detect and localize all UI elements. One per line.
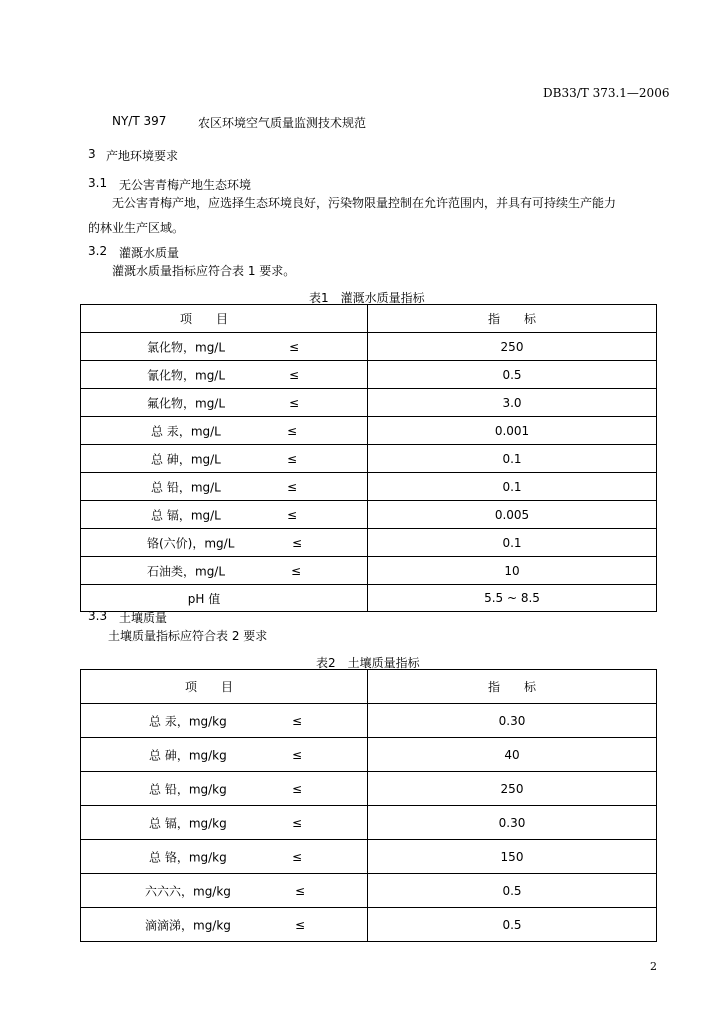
- table-row: [81, 874, 657, 908]
- table-row: [81, 529, 657, 557]
- row-item: 石油类，mg/L: [147, 564, 226, 578]
- section-3-2-paragraph: 灌溉水质量指标应符合表 1 要求。: [112, 264, 296, 278]
- section-3-2-number: 3.2: [88, 244, 108, 258]
- row-value: 0.001: [368, 417, 657, 445]
- le-sign: ≤: [292, 713, 303, 728]
- table-row: [81, 445, 657, 473]
- section-3-3-number: 3.3: [88, 609, 108, 623]
- row-value: 0.1: [368, 529, 657, 557]
- row-item: 氟化物，mg/L: [147, 396, 226, 410]
- document-code: DB33/T 373.1—2006: [543, 86, 670, 100]
- row-value: 150: [368, 840, 657, 874]
- row-item: 滴滴涕，mg/kg: [145, 918, 231, 932]
- row-item: 总 汞，mg/kg: [149, 714, 227, 728]
- table1-header-item: 项 目: [81, 305, 368, 333]
- section-3-3-paragraph: 土壤质量指标应符合表 2 要求: [108, 629, 268, 643]
- table2-caption: 表2 土壤质量指标: [316, 656, 420, 670]
- reference-code: NY/T 397: [112, 114, 167, 128]
- table-row: [81, 333, 657, 361]
- le-sign: ≤: [289, 395, 300, 410]
- section-3-1-number: 3.1: [88, 176, 108, 190]
- row-item: 氯化物，mg/L: [147, 340, 226, 354]
- le-sign: ≤: [291, 563, 302, 578]
- table2-header-value: 指 标: [368, 670, 657, 704]
- section-3-1-paragraph-line2: 的林业生产区域。: [88, 221, 185, 235]
- row-item: 总 镉，mg/kg: [149, 816, 227, 830]
- section-3-1-title: 无公害青梅产地生态环境: [119, 178, 252, 192]
- table1-header-row: [81, 305, 657, 333]
- section-3-1-paragraph-line1: 无公害青梅产地，应选择生态环境良好，污染物限量控制在允许范围内，并具有可持续生产能力: [112, 196, 617, 210]
- row-item: 总 铅，mg/L: [151, 480, 221, 494]
- le-sign: ≤: [287, 451, 298, 466]
- table-row: [81, 806, 657, 840]
- le-sign: ≤: [292, 747, 303, 762]
- row-value: 0.30: [368, 806, 657, 840]
- le-sign: ≤: [292, 849, 303, 864]
- ph-value: 5.5 ~ 8.5: [368, 585, 657, 612]
- row-item: 总 铅，mg/kg: [149, 782, 227, 796]
- le-sign: ≤: [292, 535, 303, 550]
- table-row: [81, 704, 657, 738]
- le-sign: ≤: [292, 781, 303, 796]
- row-item: 总 砷，mg/kg: [149, 748, 227, 762]
- le-sign: ≤: [289, 367, 300, 382]
- le-sign: ≤: [287, 479, 298, 494]
- row-value: 40: [368, 738, 657, 772]
- row-value: 0.5: [368, 361, 657, 389]
- le-sign: ≤: [287, 507, 298, 522]
- row-value: 3.0: [368, 389, 657, 417]
- row-value: 0.005: [368, 501, 657, 529]
- table1: [80, 304, 657, 612]
- table-row: [81, 389, 657, 417]
- row-value: 0.5: [368, 874, 657, 908]
- row-item: 氰化物，mg/L: [147, 368, 226, 382]
- row-value: 250: [368, 772, 657, 806]
- le-sign: ≤: [287, 423, 298, 438]
- table2-header-item: 项 目: [81, 670, 368, 704]
- row-item: 总 铬，mg/kg: [149, 850, 227, 864]
- row-item: 总 镉，mg/L: [151, 508, 221, 522]
- table-row: [81, 361, 657, 389]
- page-number: 2: [650, 960, 657, 973]
- table-row: [81, 772, 657, 806]
- table-row: [81, 738, 657, 772]
- table-row: [81, 557, 657, 585]
- table-row: [81, 417, 657, 445]
- section-3-3-title: 土壤质量: [119, 611, 168, 625]
- row-value: 0.30: [368, 704, 657, 738]
- section-3-number: 3: [88, 147, 96, 161]
- table2: [80, 669, 657, 942]
- table-row: [81, 840, 657, 874]
- table-row-ph: [81, 585, 657, 612]
- row-value: 250: [368, 333, 657, 361]
- row-value: 10: [368, 557, 657, 585]
- section-3-2-title: 灌溉水质量: [119, 246, 180, 260]
- le-sign: ≤: [295, 883, 306, 898]
- row-item: 总 汞，mg/L: [151, 424, 221, 438]
- row-item: 总 砷，mg/L: [151, 452, 221, 466]
- table-row: [81, 501, 657, 529]
- reference-title: 农区环境空气质量监测技术规范: [198, 116, 367, 130]
- le-sign: ≤: [295, 917, 306, 932]
- row-value: 0.1: [368, 445, 657, 473]
- table2-header-row: [81, 670, 657, 704]
- ph-item: pH 值: [81, 585, 368, 612]
- le-sign: ≤: [292, 815, 303, 830]
- row-value: 0.1: [368, 473, 657, 501]
- row-item: 六六六，mg/kg: [145, 884, 231, 898]
- section-3-title: 产地环境要求: [106, 149, 179, 163]
- table-row: [81, 908, 657, 942]
- table1-header-value: 指 标: [368, 305, 657, 333]
- table1-caption: 表1 灌溉水质量指标: [309, 291, 425, 305]
- table-row: [81, 473, 657, 501]
- le-sign: ≤: [289, 339, 300, 354]
- row-item: 铬(六价)，mg/L: [147, 536, 235, 550]
- row-value: 0.5: [368, 908, 657, 942]
